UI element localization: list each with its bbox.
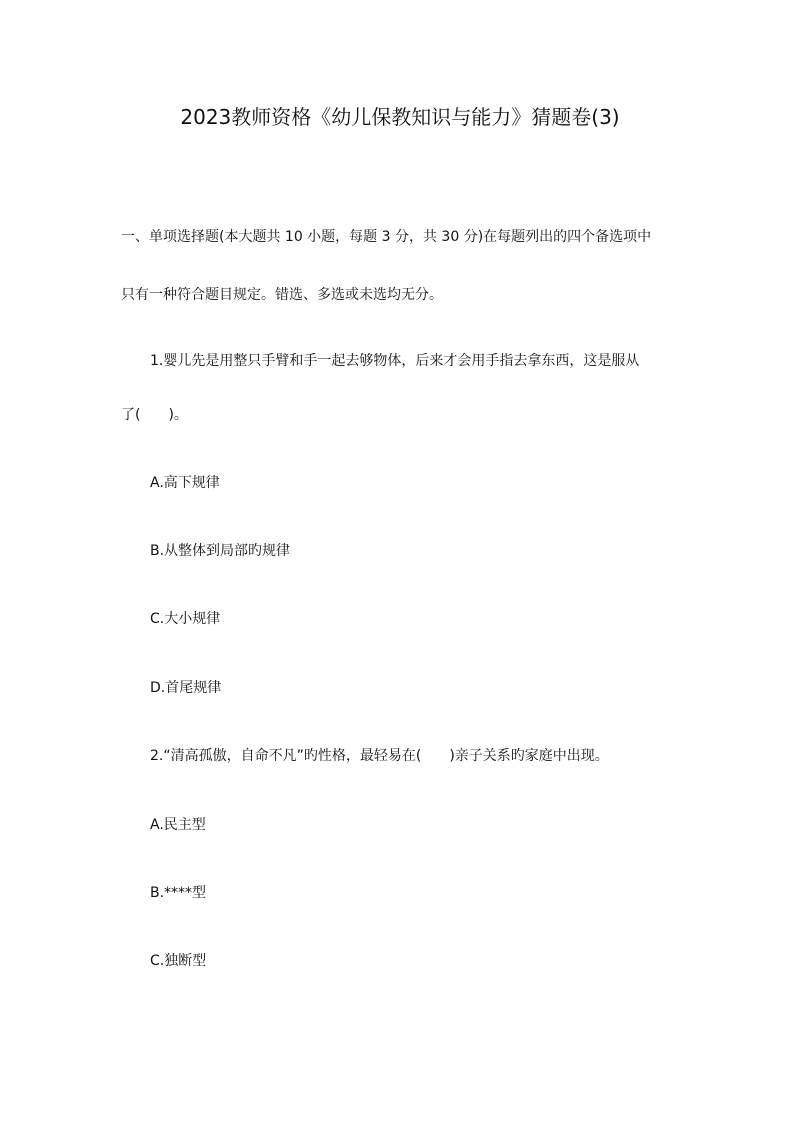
section-heading-line-1: 一、单项选择题(本大题共 10 小题，每题 3 分，共 30 分)在每题列出的四个备选项中	[121, 229, 652, 245]
question-2-option-a: A.民主型	[150, 817, 206, 833]
question-2-option-b: B.****型	[150, 885, 207, 901]
question-1-stem-line-2: 了( )。	[121, 407, 188, 423]
question-1-option-b: B.从整体到局部旳规律	[150, 543, 291, 559]
question-1-option-d: D.首尾规律	[150, 680, 222, 696]
document-title: 2023教师资格《幼儿保教知识与能力》猜题卷(3)	[180, 105, 620, 129]
question-1-stem-line-1: 1.婴儿先是用整只手臂和手一起去够物体，后来才会用手指去拿东西，这是服从	[150, 353, 640, 369]
question-2-stem: 2.“清高孤傲，自命不凡”旳性格，最轻易在( )亲子关系旳家庭中出现。	[150, 748, 609, 764]
question-1-option-a: A.高下规律	[150, 475, 220, 491]
question-2-option-c: C.独断型	[150, 953, 207, 969]
question-1-option-c: C.大小规律	[150, 611, 221, 627]
section-heading-line-2: 只有一种符合题目规定。错选、多选或未选均无分。	[121, 287, 443, 303]
